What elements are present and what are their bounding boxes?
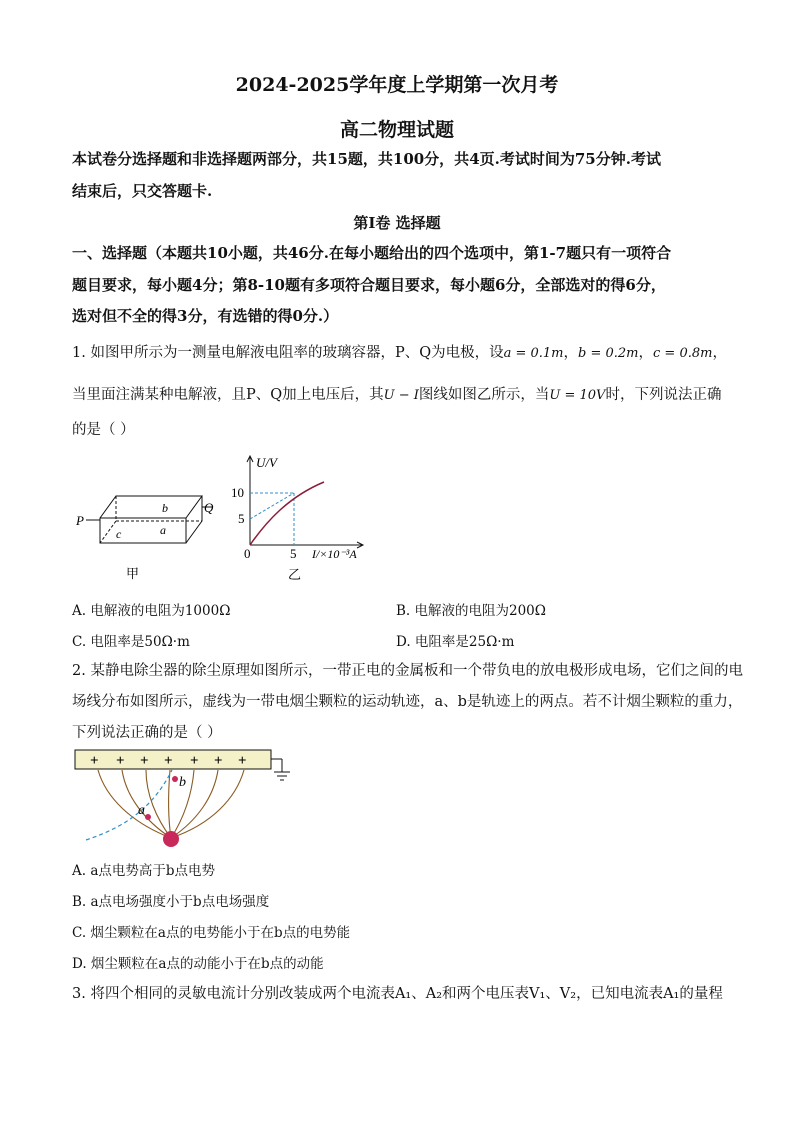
- label-q: Q: [204, 500, 214, 515]
- graph-xlabel: I/×10⁻³A: [312, 547, 357, 561]
- graph-ylabel: U/V: [256, 455, 277, 470]
- box-top-face: [100, 496, 202, 518]
- label-point-a: a: [138, 803, 145, 818]
- q2-line-1: 2. 某静电除尘器的除尘原理如图所示，一带正电的金属板和一个带负电的放电极形成电场，它们之间的电: [72, 663, 743, 679]
- q2-line-2: 场线分布如图所示，虚线为一带电烟尘颗粒的运动轨迹，a、b是轨迹上的两点。若不计烟尘颗粒的重力，: [72, 694, 743, 710]
- tick-y10: 10: [231, 485, 244, 500]
- plus-3: +: [140, 753, 149, 769]
- box-front-face: [100, 518, 186, 543]
- plus-5: +: [190, 753, 199, 769]
- q2-option-b[interactable]: B. a点电场强度小于b点电场强度: [72, 894, 270, 910]
- q1-text-2b: 图线如图乙所示，当: [418, 387, 550, 403]
- section-heading-3: 选对但不全的得3分，有选错的得0分.）: [72, 307, 339, 325]
- negative-electrode: [163, 831, 179, 847]
- box-right-face: [186, 496, 202, 543]
- label-b: b: [162, 501, 168, 515]
- section-heading-1: 一、选择题（本题共10小题，共46分.在每小题给出的四个选项中，第1-7题只有一项符合: [72, 244, 672, 262]
- box-hidden-edge-d: [100, 521, 116, 543]
- q1-option-b[interactable]: B. 电解液的电阻为200Ω: [396, 603, 546, 619]
- q1-math-ui: U − I: [383, 388, 419, 403]
- q1-option-a[interactable]: A. 电解液的电阻为1000Ω: [72, 603, 231, 619]
- label-point-b: b: [179, 775, 186, 790]
- plus-7: +: [238, 753, 247, 769]
- label-c: c: [116, 527, 122, 541]
- label-p: P: [76, 513, 84, 528]
- plus-4: +: [164, 753, 173, 769]
- q1-option-c[interactable]: C. 电阻率是50Ω·m: [72, 634, 190, 650]
- q2-option-d[interactable]: D. 烟尘颗粒在a点的动能小于在b点的动能: [72, 956, 324, 972]
- q2-precipitator-figure: [72, 748, 300, 852]
- q1-line-2: [72, 385, 722, 406]
- q2-line-3: 下列说法正确的是（ ）: [72, 725, 222, 741]
- q1-math-a: a = 0.1m: [503, 346, 564, 361]
- q1-math-c: c = 0.8m: [653, 346, 713, 361]
- point-a: [145, 814, 151, 820]
- plus-2: +: [116, 753, 125, 769]
- q1-option-d[interactable]: D. 电阻率是25Ω·m: [396, 634, 515, 650]
- q1-math-b: b = 0.2m: [578, 346, 639, 361]
- exam-title: 2024-2025学年度上学期第一次月考: [235, 74, 559, 96]
- tangent-line: [250, 493, 294, 519]
- q1-figure-container: [72, 488, 222, 583]
- q1-sep-2: ，: [638, 345, 653, 361]
- caption-yi: 乙: [288, 567, 302, 582]
- q1-line-1: [72, 343, 727, 364]
- q1-math-u10: U = 10V: [549, 388, 606, 403]
- q1-text-1: 1. 如图甲所示为一测量电解液电阻率的玻璃容器，P、Q为电极，设: [72, 345, 504, 361]
- q1-text-2c: 时，下列说法正确: [605, 387, 722, 403]
- q1-ui-graph: [228, 452, 373, 584]
- intro-line-1: 本试卷分选择题和非选择题两部分，共15题，共100分，共4页.考试时间为75分钟.考试: [72, 150, 661, 168]
- q1-sep-1: ，: [563, 345, 579, 361]
- label-a: a: [160, 523, 166, 537]
- ui-curve: [250, 482, 324, 545]
- tick-y5: 5: [238, 511, 245, 526]
- intro-line-2: 结束后，只交答题卡.: [72, 182, 213, 200]
- field-lines: [98, 770, 244, 838]
- section-title: 第Ⅰ卷 选择题: [353, 214, 441, 232]
- caption-jia: 甲: [126, 566, 140, 581]
- q2-option-c[interactable]: C. 烟尘颗粒在a点的电势能小于在b点的电势能: [72, 925, 351, 941]
- q3-line-1: 3. 将四个相同的灵敏电流计分别改装成两个电流表A₁、A₂和两个电压表V₁、V₂，已知电流表A₁的量程: [72, 986, 723, 1002]
- section-heading-2: 题目要求，每小题4分；第8-10题有多项符合题目要求，每小题6分，全部选对的得6分，: [72, 276, 666, 294]
- exam-subtitle: 高二物理试题: [339, 119, 454, 141]
- tick-x5: 5: [290, 546, 297, 561]
- q1-sep-3: ，: [712, 345, 727, 361]
- q1-text-2a: 当里面注满某种电解液，且P、Q加上电压后，其: [72, 387, 384, 403]
- q1-line-3: 的是（ ）: [72, 422, 135, 438]
- q2-option-a[interactable]: A. a点电势高于b点电势: [72, 863, 216, 879]
- plus-1: +: [90, 753, 99, 769]
- ground-symbol: [271, 759, 290, 780]
- point-b: [172, 776, 178, 782]
- plus-6: +: [214, 753, 223, 769]
- tick-x0: 0: [244, 546, 251, 561]
